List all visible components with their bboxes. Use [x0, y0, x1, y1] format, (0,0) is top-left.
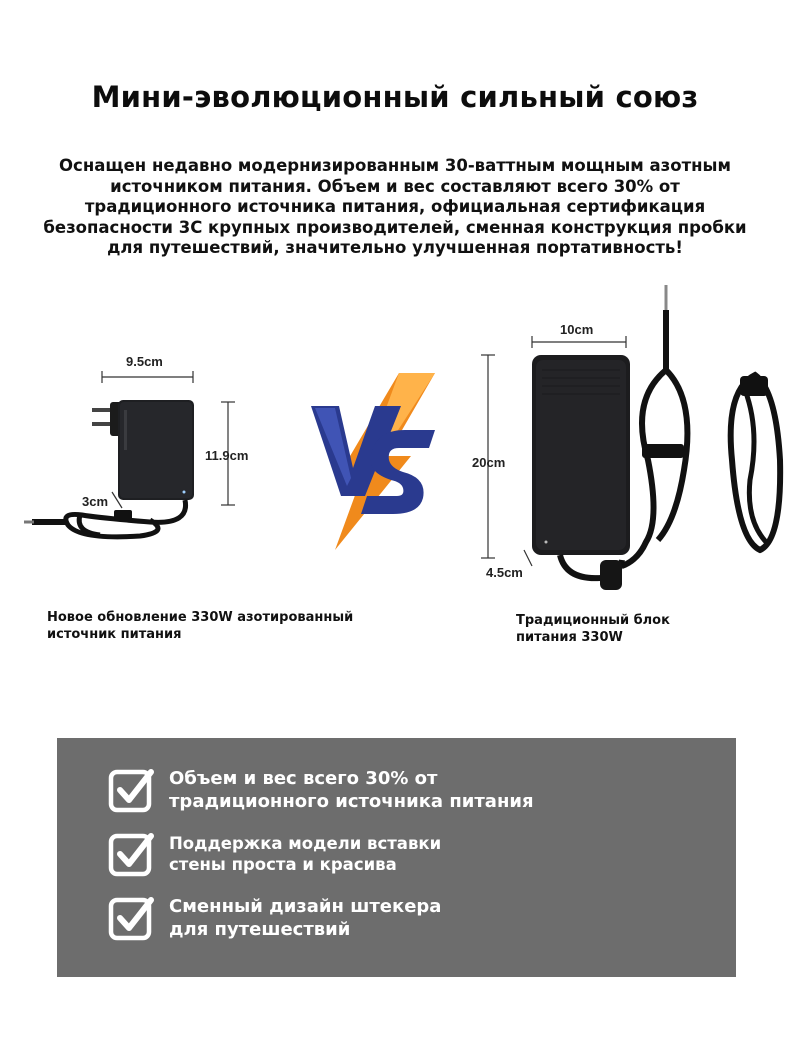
- feature-item: [107, 894, 707, 942]
- features-panel: [57, 738, 736, 977]
- checkbox-icon: [107, 766, 155, 814]
- feature-text: Поддержка модели вставки стены проста и красива: [169, 834, 442, 874]
- checkbox-icon: [107, 894, 155, 942]
- traditional-adapter-depth-label: 4.5cm: [486, 565, 523, 580]
- traditional-adapter-caption: Традиционный блок питания 330W: [516, 613, 670, 645]
- traditional-adapter-illustration: [470, 280, 790, 590]
- feature-text: Объем и вес всего 30% от традиционного источника питания: [169, 768, 534, 812]
- new-adapter-caption: Новое обновление 330W азотированный источник питания: [47, 610, 354, 642]
- feature-text: Сменный дизайн штекера для путешествий: [169, 896, 442, 940]
- traditional-adapter-width-label: 10cm: [560, 322, 594, 337]
- traditional-adapter-height-label: 20cm: [472, 455, 506, 470]
- new-adapter-width-label: 9.5cm: [126, 354, 163, 369]
- new-adapter-depth-label: 3cm: [82, 494, 109, 509]
- new-adapter-height-label: 11.9cm: [205, 448, 249, 463]
- intro-text: Оснащен недавно модернизированным 30-ваттным мощным азотным источником питания. Объем и вес составляют всего 30% от традиционного источника питания, официальная сертификация безопасности 3C крупных производителей, сменная конструкция пробки для путешествий, значительно улучшенная портативность!: [43, 156, 747, 257]
- feature-item: [107, 766, 707, 814]
- page-title: Мини-эволюционный сильный союз: [91, 80, 699, 114]
- feature-item: [107, 830, 707, 878]
- vs-logo: [303, 368, 443, 553]
- checkbox-icon: [107, 830, 155, 878]
